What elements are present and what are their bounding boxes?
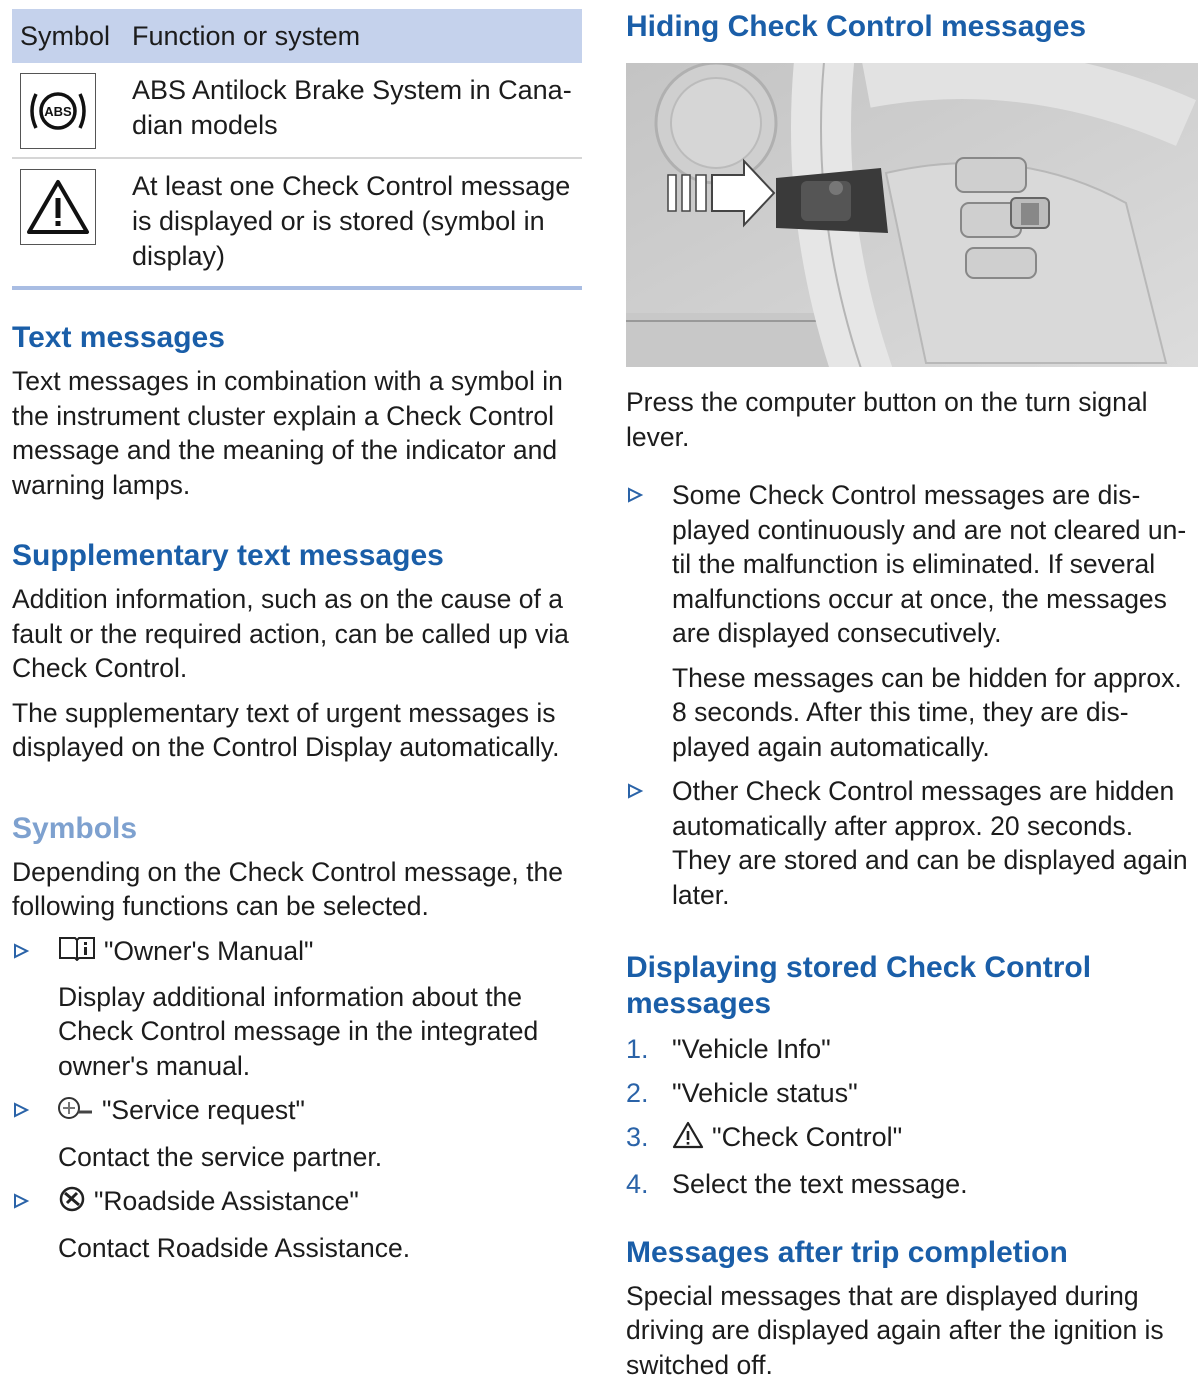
table-header xyxy=(12,9,582,63)
row-text: At least one Check Control message is displayed or is stored (symbol in display) xyxy=(132,171,571,271)
step-text: "Vehicle status" xyxy=(672,1078,858,1108)
symbol-table xyxy=(12,9,582,290)
list-item xyxy=(626,1167,1198,1201)
bullet-extra: These messages can be hidden for approx. 8 seconds. After this time, they are dis-played again automatically. xyxy=(672,662,1182,762)
symbol-label: "Roadside Assistance" xyxy=(94,1186,359,1216)
supplementary-section xyxy=(12,538,584,765)
symbol-label: "Service request" xyxy=(102,1095,305,1126)
step-text: "Check Control" xyxy=(712,1122,903,1152)
paragraph: Special messages that are displayed during driving are displayed again after the ignition is switched off. xyxy=(626,1280,1164,1380)
step-text: Select the text message. xyxy=(672,1168,968,1199)
bullet-text: Some Check Control messages are dis-played continuously and are not cleared un-til the malfunction is eliminated. If several malfunctions occur at once, the messages are displayed consecutively. xyxy=(672,480,1187,648)
symbol-description: Contact the service partner. xyxy=(58,1141,383,1172)
step-number: 4. xyxy=(626,1168,649,1199)
section-heading: Messages after trip completion xyxy=(626,1235,1068,1269)
section-heading: Displaying stored Check Control messages xyxy=(626,951,1092,1020)
bullet-arrow-icon xyxy=(12,1099,30,1121)
header-function: Function or system xyxy=(132,20,361,51)
list-item xyxy=(626,478,1198,764)
text-messages-section xyxy=(12,320,584,502)
step-number: 3. xyxy=(626,1122,649,1152)
list-item xyxy=(626,1076,1198,1110)
warning-triangle-icon xyxy=(20,169,96,245)
warning-triangle-icon xyxy=(672,1121,704,1157)
list-item xyxy=(626,1120,1198,1157)
step-text: "Vehicle Info" xyxy=(672,1034,831,1064)
book-icon xyxy=(58,935,96,970)
service-icon xyxy=(58,1095,94,1130)
svg-text:ABS: ABS xyxy=(44,104,72,119)
section-heading: Hiding Check Control messages xyxy=(626,10,1087,43)
paragraph: Text messages in combination with a symbol in the instrument cluster explain a Check Control message and the meaning of the indicator and warning lamps. xyxy=(12,366,563,500)
step-number: 2. xyxy=(626,1078,649,1108)
list-item xyxy=(12,934,584,1084)
abs-warning-icon xyxy=(20,73,96,149)
list-item xyxy=(626,1032,1198,1066)
section-heading: Symbols xyxy=(12,811,138,845)
list-item xyxy=(12,1093,584,1174)
bullet-arrow-icon xyxy=(626,780,644,802)
section-heading: Text messages xyxy=(12,321,225,354)
steps-list xyxy=(626,1032,1198,1201)
symbol-label: "Owner's Manual" xyxy=(104,935,314,966)
header-symbol: Symbol xyxy=(20,20,111,51)
row-text: ABS Antilock Brake System in Cana-dian models xyxy=(132,75,572,140)
roadside-icon xyxy=(58,1185,86,1222)
steering-wheel-turn-signal-lever-photo xyxy=(626,63,1198,367)
paragraph: Press the computer button on the turn signal lever. xyxy=(626,387,1148,452)
table-row xyxy=(12,63,582,159)
symbol-cell xyxy=(12,63,132,157)
table-row xyxy=(12,159,582,290)
paragraph: Depending on the Check Control message, the following functions can be selected. xyxy=(12,856,563,921)
symbol-description: Display additional information about the Check Control message in the integrated owner's manual. xyxy=(58,981,539,1081)
paragraph: The supplementary text of urgent messages is displayed on the Control Display automatically. xyxy=(12,697,560,762)
list-item xyxy=(626,774,1198,912)
symbol-description: Contact Roadside Assistance. xyxy=(58,1233,411,1264)
bullet-arrow-icon xyxy=(12,940,30,962)
section-heading: Supplementary text messages xyxy=(12,539,444,572)
symbol-cell xyxy=(12,159,132,286)
step-number: 1. xyxy=(626,1034,649,1064)
list-item xyxy=(12,1184,584,1266)
paragraph: Addition information, such as on the cause of a fault or the required action, can be called up via Check Control. xyxy=(12,584,569,683)
bullet-arrow-icon xyxy=(12,1190,30,1212)
bullet-text: Other Check Control messages are hidden automatically after approx. 20 seconds. They are stored and can be displayed again later. xyxy=(672,776,1188,910)
bullet-arrow-icon xyxy=(626,484,644,506)
right-column xyxy=(626,0,1198,1382)
symbols-section xyxy=(12,811,584,1266)
left-column xyxy=(12,0,584,1266)
